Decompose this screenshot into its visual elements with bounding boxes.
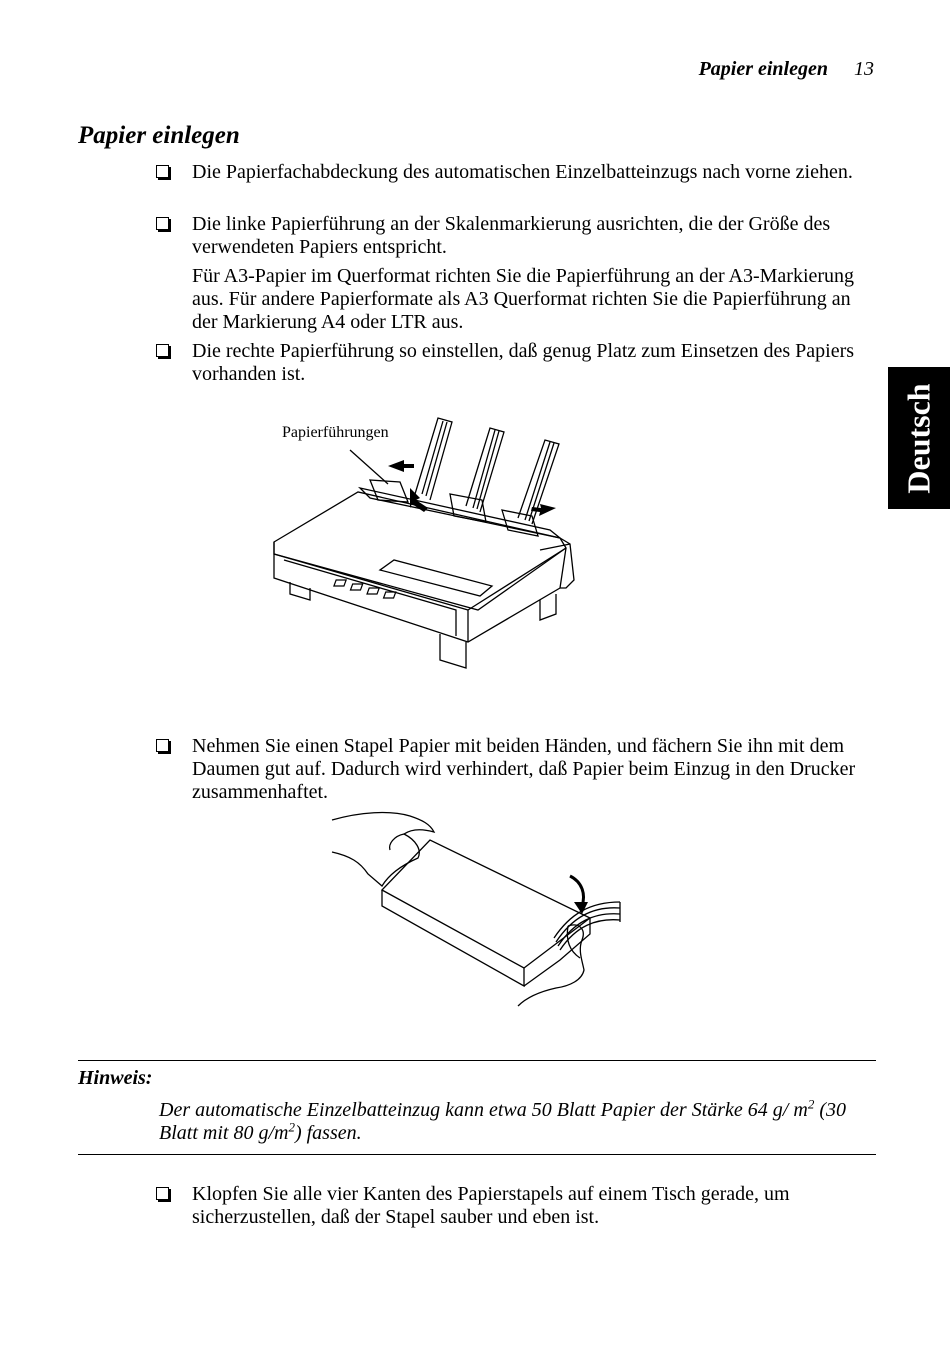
checkbox-bullet-icon xyxy=(156,1187,169,1200)
step-item xyxy=(156,213,876,259)
note-text-part: ) fassen. xyxy=(294,1122,362,1144)
page-number: 13 xyxy=(854,58,874,80)
step-text: Nehmen Sie einen Stapel Papier mit beiden Händen, und fächern Sie ihn mit dem Daumen gut auf. Dadurch wird verhindert, daß Papier beim Einzug in den Drucker zusammenhaftet. xyxy=(192,735,856,803)
step-text: Die rechte Papierführung so einstellen, daß genug Platz zum Einsetzen des Papiers vorhanden ist. xyxy=(192,340,855,385)
note-text-part: Der automatische Einzelbatteinzug kann etwa 50 Blatt Papier der Stärke 64 g/ m xyxy=(159,1099,808,1121)
checkbox-bullet-icon xyxy=(156,739,169,752)
note-title: Hinweis: xyxy=(78,1067,153,1089)
side-tab-label: Deutsch xyxy=(900,382,937,494)
note-body xyxy=(159,1096,874,1145)
checkbox-bullet-icon xyxy=(156,217,169,230)
fanning-paper-figure xyxy=(330,810,630,1010)
note-superscript: 2 xyxy=(807,1096,815,1112)
checkbox-bullet-icon xyxy=(156,344,169,357)
running-header xyxy=(699,58,874,81)
a3-instruction-paragraph: Für A3-Papier im Querformat richten Sie die Papierführung an der A3-Markierung aus. Für andere Papierformate als A3 Querformat richten Sie die Papierführung an der Markierung A4 oder LTR aus. xyxy=(192,265,855,333)
note-superscript: 2 xyxy=(288,1119,295,1135)
checkbox-bullet-icon xyxy=(156,165,169,178)
printer-illustration xyxy=(270,410,580,690)
note-bottom-rule xyxy=(78,1154,876,1155)
fanning-paper-illustration xyxy=(330,810,630,1010)
step-item xyxy=(156,161,876,184)
running-header-title: Papier einlegen xyxy=(698,58,828,80)
step-item xyxy=(156,340,876,386)
printer-figure xyxy=(270,410,580,690)
step-text: Die linke Papierführung an der Skalenmarkierung ausrichten, die der Größe des verwendeten Papiers entspricht. xyxy=(192,213,831,258)
step-item xyxy=(156,735,876,804)
note-top-rule xyxy=(78,1060,876,1061)
step-item xyxy=(156,1183,876,1229)
paper-guides-label: Papierführungen xyxy=(282,424,389,441)
section-title: Papier einlegen xyxy=(78,122,240,149)
language-side-tab xyxy=(888,367,950,509)
step-text: Klopfen Sie alle vier Kanten des Papierstapels auf einem Tisch gerade, um sicherzustellen, daß der Stapel sauber und eben ist. xyxy=(192,1183,790,1228)
step-text: Die Papierfachabdeckung des automatischen Einzelbatteinzugs nach vorne ziehen. xyxy=(192,161,853,183)
note-text-part: (30 Blatt mit 80 g/m xyxy=(159,1099,846,1144)
